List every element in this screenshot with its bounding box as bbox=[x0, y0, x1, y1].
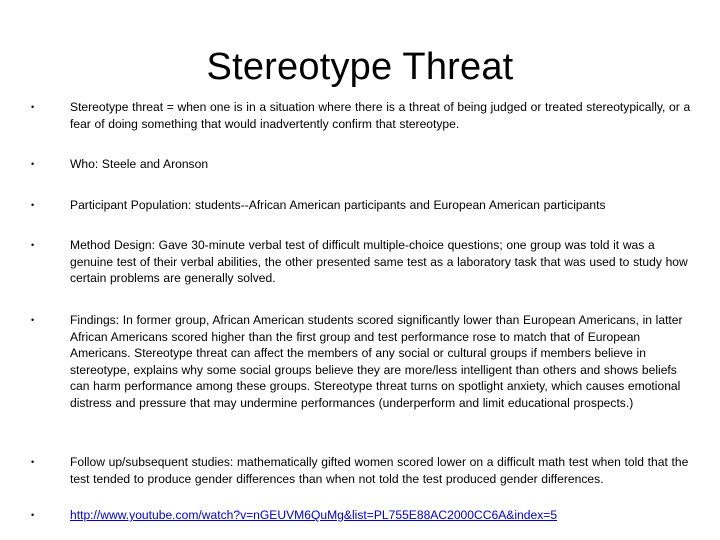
bullet-item-video-link bbox=[28, 507, 692, 524]
bullet-text-definition: Stereotype threat = when one is in a situation where there is a threat of being judged or treated stereotypically, or a fear of doing something that would inadvertently confirm that stereotype. bbox=[70, 100, 691, 131]
bullet-marker: • bbox=[31, 200, 35, 210]
bullet-item-findings bbox=[28, 312, 692, 412]
bullet-text-findings: Findings: In former group, African American students scored significantly lower than European Americans, in latter African Americans scored higher than the first group and test performance rose to match that of European Americans. Stereotype threat can affect the members of any social or cultural groups if members believe in stereotype, explains why some social groups believe they are more/less intelligent than others and shows beliefs can harm performance among these groups. Stereotype threat turns on spotlight anxiety, which causes emotional distress and pressure that may undermine performances (underperform and limit educational prospects.) bbox=[70, 313, 683, 410]
bullet-marker: • bbox=[31, 102, 35, 112]
bullet-marker: • bbox=[31, 457, 35, 467]
bullet-text-follow-up: Follow up/subsequent studies: mathematically gifted women scored lower on a difficult math test when told that the test tended to produce gender differences than when not told the test produced gender differences. bbox=[70, 455, 689, 486]
bullet-item-method bbox=[28, 237, 692, 287]
bullet-marker: • bbox=[31, 315, 35, 325]
bullet-item-follow-up bbox=[28, 454, 692, 487]
bullet-item-who bbox=[28, 156, 692, 173]
bullet-marker: • bbox=[31, 240, 35, 250]
bullet-item-population bbox=[28, 197, 692, 214]
bullet-marker: • bbox=[31, 159, 35, 169]
bullet-text-population: Participant Population: students--African American participants and European American participants bbox=[70, 198, 606, 212]
slide-title: Stereotype Threat bbox=[206, 46, 514, 88]
bullet-item-definition bbox=[28, 99, 692, 132]
bullet-text-who: Who: Steele and Aronson bbox=[70, 157, 209, 171]
bullet-text-method: Method Design: Gave 30-minute verbal test of difficult multiple-choice questions; one group was told it was a genuine test of their verbal abilities, the other presented same test as a laboratory task that was used to study how certain problems are generally solved. bbox=[70, 238, 688, 286]
bullet-marker: • bbox=[31, 510, 35, 520]
video-link[interactable]: http://www.youtube.com/watch?v=nGEUVM6QuMg&list=PL755E88AC2000CC6A&index=5 bbox=[70, 508, 558, 522]
